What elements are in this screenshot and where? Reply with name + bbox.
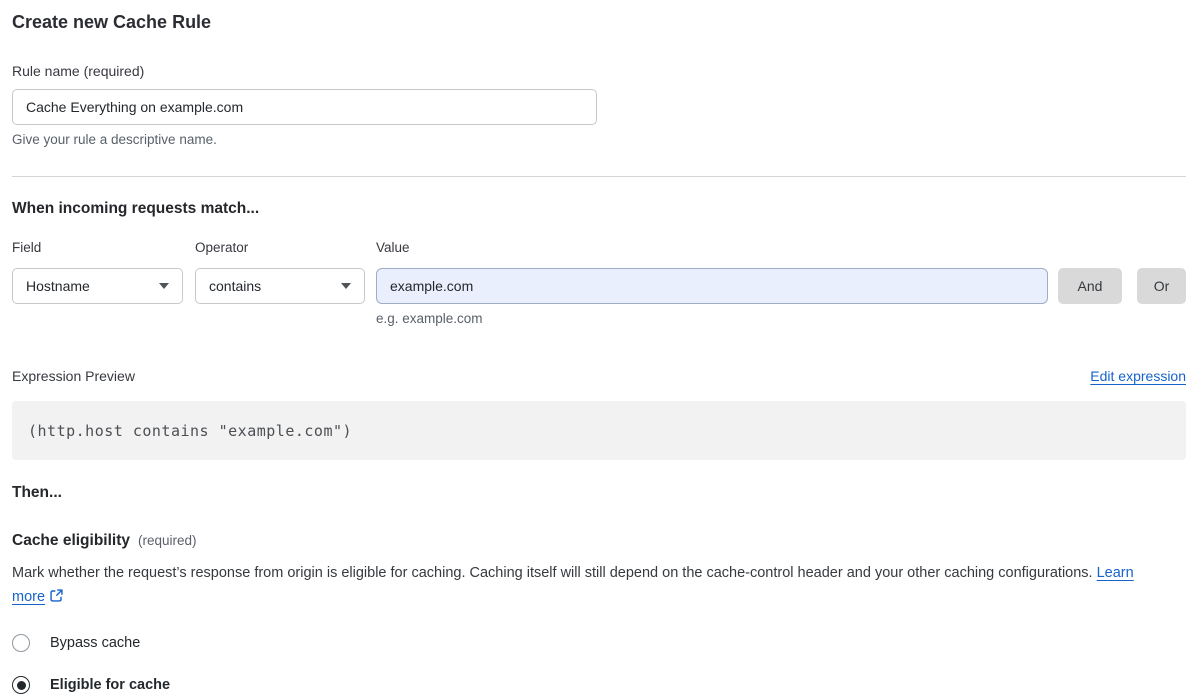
external-link-icon	[49, 588, 64, 603]
required-note: (required)	[138, 533, 197, 548]
then-heading: Then...	[12, 484, 62, 501]
operator-label: Operator	[195, 240, 249, 255]
expression-code: (http.host contains "example.com")	[28, 421, 353, 440]
field-select[interactable]	[12, 268, 183, 304]
page-title: Create new Cache Rule	[12, 12, 212, 32]
operator-column	[195, 239, 365, 304]
value-column	[376, 239, 1048, 327]
rule-name-helper: Give your rule a descriptive name.	[12, 132, 217, 147]
match-heading: When incoming requests match...	[12, 200, 260, 217]
or-button[interactable]: Or	[1137, 268, 1186, 304]
radio-circle-selected[interactable]	[12, 676, 30, 694]
operator-select[interactable]	[195, 268, 365, 304]
operator-select-value: contains	[209, 278, 262, 294]
chevron-down-icon	[341, 283, 351, 289]
radio-circle-unselected[interactable]	[12, 634, 30, 652]
cache-eligibility-heading-row	[12, 531, 1186, 550]
chevron-down-icon	[159, 283, 169, 289]
radio-eligible-for-cache[interactable]	[12, 676, 1186, 694]
eligibility-description	[12, 561, 1162, 609]
rule-name-label: Rule name (required)	[12, 63, 145, 79]
expression-code-block	[12, 401, 1186, 460]
radio-label: Eligible for cache	[50, 677, 171, 693]
value-helper: e.g. example.com	[376, 311, 483, 326]
value-input[interactable]	[376, 268, 1048, 304]
cache-eligibility-heading: Cache eligibility	[12, 532, 131, 549]
radio-label: Bypass cache	[50, 635, 141, 651]
radio-bypass-cache[interactable]	[12, 634, 1186, 652]
eligibility-description-text: Mark whether the request’s response from origin is eligible for caching. Caching itself will still depend on the cache-control header and your other caching configurations.	[12, 565, 1093, 581]
section-divider	[12, 176, 1186, 177]
field-label: Field	[12, 240, 42, 255]
radio-dot	[17, 681, 26, 690]
rule-name-input[interactable]	[12, 89, 597, 125]
condition-row	[12, 239, 1186, 327]
edit-expression-link[interactable]: Edit expression	[1090, 368, 1186, 384]
field-column	[12, 239, 183, 304]
learn-more-label: Learn more	[12, 565, 1134, 605]
and-button[interactable]: And	[1058, 268, 1122, 304]
field-select-value: Hostname	[26, 278, 90, 294]
expression-preview-row	[12, 368, 1186, 384]
expression-preview-label: Expression Preview	[12, 368, 135, 384]
condition-buttons	[1058, 239, 1186, 304]
value-label: Value	[376, 240, 410, 255]
